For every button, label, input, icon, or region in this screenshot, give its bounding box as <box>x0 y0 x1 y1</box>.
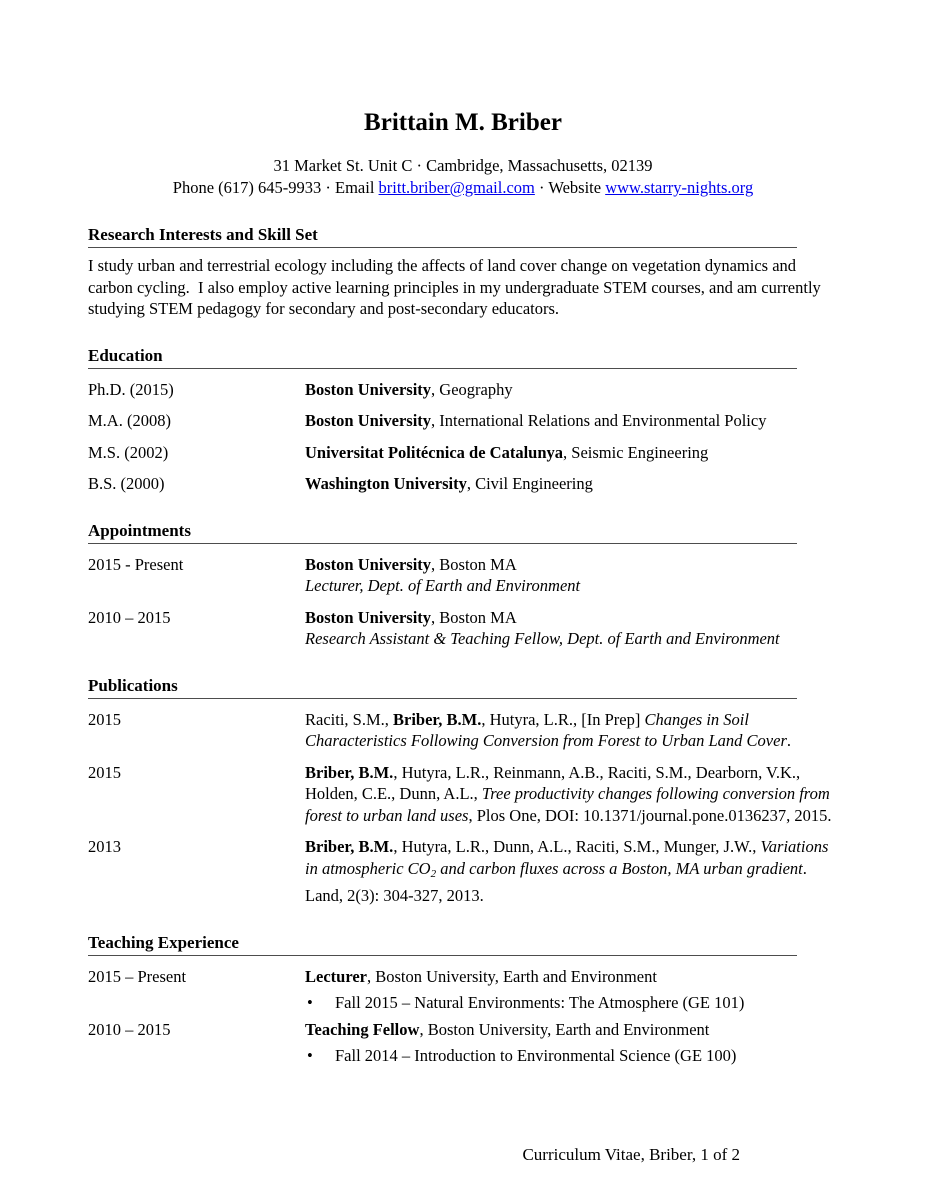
contact-block <box>0 155 926 199</box>
education-row <box>88 379 838 401</box>
appointment-row <box>88 554 838 597</box>
teaching-course-row <box>88 992 838 1014</box>
teaching-date-empty <box>88 1045 305 1067</box>
publication-authors-mid: , Hutyra, L.R., [In Prep] <box>481 709 645 729</box>
education-detail <box>305 410 838 432</box>
education-row <box>88 442 838 464</box>
section-teaching <box>88 933 838 1067</box>
publication-authors-mid: , Hutyra, L.R., Reinmann, A.B., Raciti, S.M., Dearborn, V.K., Holden, C.E., Dunn, A.L., <box>305 762 801 803</box>
publication-citation <box>305 762 838 827</box>
publication-citation <box>305 836 838 907</box>
research-heading: Research Interests and Skill Set <box>88 225 797 248</box>
section-publications <box>88 676 838 907</box>
bullet-icon: • <box>307 993 313 1012</box>
research-body: I study urban and terrestrial ecology including the affects of land cover change on vegetation dynamics and carbon cycling. I also employ active learning principles in my undergraduate STEM courses, and am currently studying STEM pedagogy for secondary and post-secondary educators. <box>88 256 825 318</box>
education-field: , Seismic Engineering <box>563 442 709 462</box>
publication-title-subscript: 2 <box>430 867 437 880</box>
publication-citation <box>305 709 838 752</box>
teaching-row <box>88 966 838 988</box>
appointment-date: 2010 – 2015 <box>88 607 171 627</box>
teaching-date: 2010 – 2015 <box>88 1019 171 1039</box>
teaching-role-rest: , Boston University, Earth and Environment <box>419 1019 710 1039</box>
content <box>88 225 838 1067</box>
teaching-row <box>88 1019 838 1041</box>
appointment-row <box>88 607 838 650</box>
education-date: B.S. (2000) <box>88 474 165 493</box>
appointment-role: Lecturer, Dept. of Earth and Environment <box>305 576 581 595</box>
publication-author-self: Briber, B.M. <box>305 837 394 856</box>
education-field: , Civil Engineering <box>466 474 593 493</box>
appointment-detail <box>305 554 838 597</box>
publication-post: , Plos One, DOI: 10.1371/journal.pone.0136237, 2015. <box>468 805 832 825</box>
publication-author-self: Briber, B.M. <box>305 762 394 782</box>
publication-row <box>88 762 838 827</box>
teaching-date: 2015 – Present <box>88 966 187 986</box>
email-link[interactable]: britt.briber@gmail.com <box>378 178 535 197</box>
publication-post: . <box>786 731 791 750</box>
education-field: , Geography <box>431 379 513 399</box>
teaching-course-row <box>88 1045 838 1067</box>
website-link[interactable]: www.starry-nights.org <box>605 178 754 197</box>
bullet-icon: • <box>307 1046 313 1065</box>
education-institution: Boston University <box>305 379 432 399</box>
appointment-institution: Boston University <box>305 554 432 574</box>
appointment-date: 2015 - Present <box>88 554 184 574</box>
education-detail <box>305 473 838 495</box>
publication-row <box>88 836 838 907</box>
appointments-heading: Appointments <box>88 521 797 544</box>
education-institution: Washington University <box>305 474 467 493</box>
education-date: M.A. (2008) <box>88 411 171 430</box>
education-detail <box>305 379 838 401</box>
publication-authors-pre: Raciti, S.M., <box>305 709 394 729</box>
contact-line <box>0 177 926 199</box>
education-field: , International Relations and Environmental Policy <box>431 411 767 430</box>
publication-title-cont: and carbon fluxes across a Boston, MA urban gradient <box>436 858 803 878</box>
publication-title: Tree productivity changes following conversion from forest to urban land uses <box>305 784 830 825</box>
page-footer: Curriculum Vitae, Briber, 1 of 2 <box>522 1145 740 1164</box>
page-title: Brittain M. Briber <box>364 109 562 136</box>
address-line: 31 Market St. Unit C · Cambridge, Massachusetts, 02139 <box>273 156 653 175</box>
education-row <box>88 410 838 432</box>
education-institution: Boston University <box>305 411 432 430</box>
publication-row <box>88 709 838 752</box>
section-research-interests <box>88 225 838 320</box>
teaching-heading: Teaching Experience <box>88 933 797 956</box>
teaching-course: Fall 2015 – Natural Environments: The Atmosphere (GE 101) <box>335 993 745 1012</box>
teaching-role: Teaching Fellow <box>305 1019 420 1039</box>
publication-title: Changes in Soil Characteristics Following Conversion from Forest to Urban Land Cover <box>305 709 787 750</box>
phone-email-label: Phone (617) 645-9933 · Email <box>172 178 379 197</box>
education-date: Ph.D. (2015) <box>88 379 174 399</box>
appointment-institution: Boston University <box>305 607 432 627</box>
education-row <box>88 473 838 495</box>
section-education <box>88 346 838 495</box>
publication-authors-mid: , Hutyra, L.R., Dunn, A.L., Raciti, S.M., Munger, J.W., <box>393 837 761 856</box>
education-detail <box>305 442 838 464</box>
website-label: · Website <box>534 178 606 197</box>
education-institution: Universitat Politécnica de Catalunya <box>305 442 564 462</box>
education-date: M.S. (2002) <box>88 442 169 462</box>
teaching-role-rest: , Boston University, Earth and Environment <box>367 966 657 986</box>
publication-author-self: Briber, B.M. <box>393 709 482 729</box>
education-heading: Education <box>88 346 797 369</box>
publications-heading: Publications <box>88 676 797 699</box>
publication-year: 2015 <box>88 709 121 729</box>
appointment-location: , Boston MA <box>431 554 517 574</box>
appointment-location: , Boston MA <box>431 607 517 627</box>
teaching-course: Fall 2014 – Introduction to Environmental Science (GE 100) <box>335 1046 737 1065</box>
section-appointments <box>88 521 838 650</box>
header <box>0 0 926 199</box>
appointment-detail <box>305 607 838 650</box>
teaching-role: Lecturer <box>305 966 367 986</box>
teaching-date-empty <box>88 992 305 1014</box>
publication-title: Variations in atmospheric CO <box>305 837 829 878</box>
publication-year: 2015 <box>88 762 121 782</box>
appointment-role: Research Assistant & Teaching Fellow, Dept. of Earth and Environment <box>305 629 780 648</box>
appointment-org-line <box>305 555 517 574</box>
teaching-detail <box>305 966 838 988</box>
appointment-org-line <box>305 608 517 627</box>
teaching-detail <box>305 1019 838 1041</box>
publication-post: . Land, 2(3): 304-327, 2013. <box>305 858 807 905</box>
publication-year: 2013 <box>88 837 121 856</box>
